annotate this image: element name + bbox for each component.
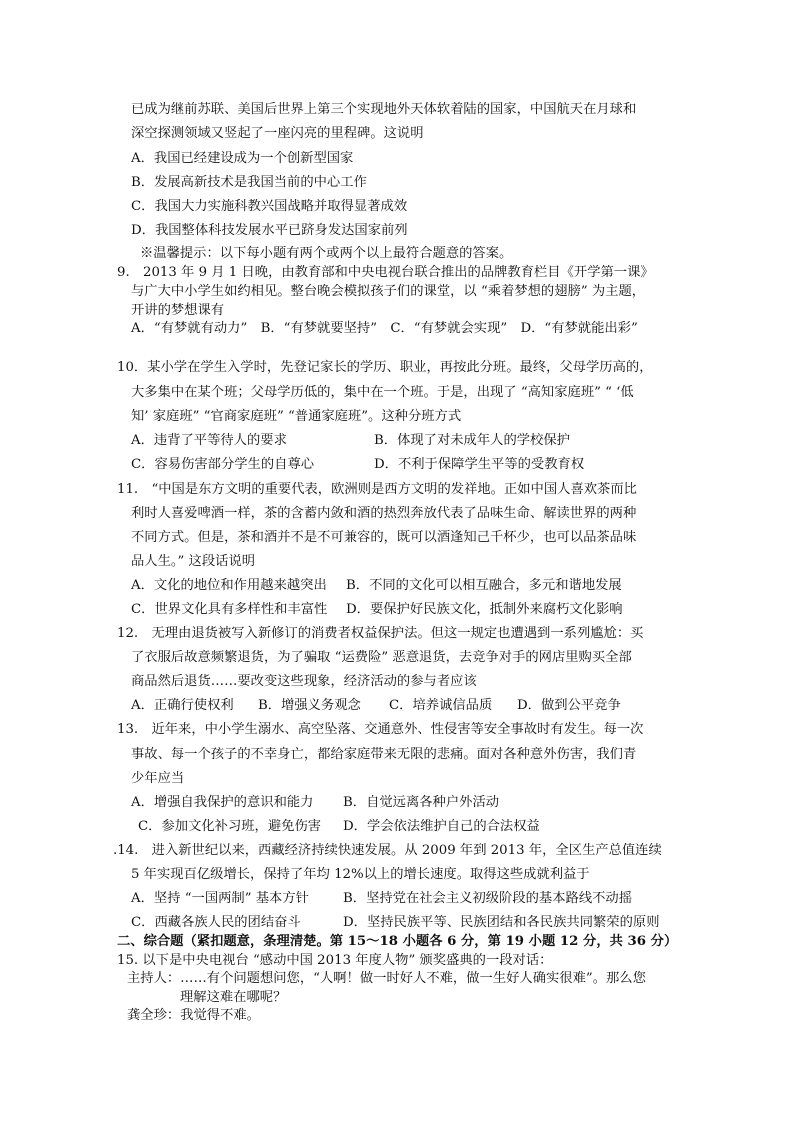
q11-option-c: C．世界文化具有多样性和丰富性 bbox=[131, 602, 328, 617]
q12-text-line-1: 12. 无理由退货被写入新修订的消费者权益保护法。但这一规定也遭遇到一系列尴尬：买 bbox=[117, 626, 644, 641]
q8-option-d: D．我国整体科技发展水平已跻身发达国家前列 bbox=[131, 223, 408, 238]
q12-option-d: D．做到公平竞争 bbox=[517, 698, 621, 713]
q14-text-line-2: 5 年实现百亿级增长，保持了年均 12%以上的增长速度。取得这些成就利益于 bbox=[131, 867, 590, 882]
q10-option-a: A．违背了平等待人的要求 bbox=[131, 433, 287, 448]
q10-text-line-2: 大多集中在某个班；父母学历低的，集中在一个班。于是，出现了 “高知家庭班” “ ‘低 bbox=[131, 385, 634, 400]
section-2-heading: 二、综合题（紧扣题意，条理清楚。第 15～18 小题各 6 分，第 19 小题 12 分，共 36 分） bbox=[117, 934, 678, 949]
q13-text-line-1: 13. 近年来，中小学生溺水、高空坠落、交通意外、性侵害等安全事故时有发生。每一次 bbox=[117, 722, 644, 737]
q9-text-line-2: 与广大中小学生如约相见。整台晚会模拟孩子们的课堂，以 “乘着梦想的翅膀” 为主题， bbox=[131, 284, 646, 299]
q14-text-line-1: .14. 进入新世纪以来，西藏经济持续快速发展。从 2009 年到 2013 年，全区生产总值连续 bbox=[113, 843, 662, 858]
q8-text-line-2: 深空探测领域又竖起了一座闪亮的里程碑。这说明 bbox=[131, 126, 424, 141]
q10-text-line-3: 知’ 家庭班” “官商家庭班” “普通家庭班”。这种分班方式 bbox=[131, 409, 462, 424]
q14-option-a: A．坚持 “一国两制” 基本方针 bbox=[131, 891, 309, 906]
q12-option-a: A．正确行使权利 bbox=[131, 698, 234, 713]
q13-option-b: B．自觉远离各种户外活动 bbox=[343, 795, 500, 810]
q10-option-d: D．不利于保障学生平等的受教育权 bbox=[374, 457, 585, 472]
q9-options: A．“有梦就有动力” B．“有梦就要坚持” C．“有梦就会实现” D．“有梦就能出彩” bbox=[131, 321, 638, 336]
q13-option-c: C．参加文化补习班，避免伤害 bbox=[138, 819, 322, 834]
q8-option-a: A．我国已经建设成为一个创新型国家 bbox=[131, 151, 354, 166]
q11-text-line-1: 11. “中国是东方文明的重要代表，欧洲则是西方文明的发祥地。正如中国人喜欢茶而比 bbox=[117, 482, 637, 497]
q12-text-line-3: 商品然后退货……要改变这些现象，经济活动的参与者应该 bbox=[131, 674, 477, 689]
q13-option-a: A．增强自我保护的意识和能力 bbox=[131, 795, 314, 810]
q11-option-d: D．要保护好民族文化，抵制外来腐朽文化影响 bbox=[346, 602, 623, 617]
q13-text-line-2: 事故、每一个孩子的不幸身亡，都给家庭带来无限的悲痛。面对各种意外伤害，我们青 bbox=[131, 747, 637, 762]
q10-option-b: B．体现了对未成年人的学校保护 bbox=[374, 433, 570, 448]
q15-host-line-1: 主持人：……有个问题想问您，“人啊！做一时好人不难，做一生好人确实很难”。那么您 bbox=[127, 971, 646, 986]
q11-option-a: A．文化的地位和作用越来越突出 bbox=[131, 578, 327, 593]
q14-option-d: D．坚持民族平等、民族团结和各民族共同繁荣的原则 bbox=[343, 915, 660, 930]
q11-option-b: B．不同的文化可以相互融合，多元和谐地发展 bbox=[346, 578, 622, 593]
q12-text-line-2: 了衣服后故意频繁退货，为了骗取 “运费险” 恶意退货，去竞争对手的网店里购买全部 bbox=[131, 650, 632, 665]
q12-option-c: C．培养诚信品质 bbox=[389, 698, 493, 713]
q11-text-line-3: 不同方式。但是，茶和酒并不是不可兼容的，既可以酒逢知己千杯少，也可以品茶品味 bbox=[131, 530, 637, 545]
q8-text-line-1: 已成为继前苏联、美国后世界上第三个实现地外天体软着陆的国家，中国航天在月球和 bbox=[131, 102, 637, 117]
q15-reply: 龚全珍：我觉得不难。 bbox=[127, 1008, 260, 1023]
q15-intro: 15. 以下是中央电视台 “感动中国 2013 年度人物” 颁奖盛典的一段对话： bbox=[117, 953, 553, 968]
q8-option-c: C．我国大力实施科教兴国战略并取得显著成效 bbox=[131, 199, 408, 214]
q13-text-line-3: 少年应当 bbox=[131, 771, 185, 786]
q10-option-c: C．容易伤害部分学生的自尊心 bbox=[131, 457, 315, 472]
q9-text-line-1: 9. 2013 年 9 月 1 日晚，由教育部和中央电视台联合推出的品牌教育栏目《开学第一课》 bbox=[117, 265, 654, 280]
q11-text-line-4: 品人生。” 这段话说明 bbox=[131, 554, 256, 569]
q12-option-b: B．增强义务观念 bbox=[258, 698, 361, 713]
q9-text-line-3: 开讲的梦想课有 bbox=[131, 303, 225, 318]
q13-option-d: D．学会依法维护自己的合法权益 bbox=[343, 819, 540, 834]
q11-text-line-2: 利时人喜爱啤酒一样，茶的含蓄内敛和酒的热烈奔放代表了品味生命、解读世界的两种 bbox=[131, 506, 637, 521]
q14-option-b: B．坚持党在社会主义初级阶段的基本路线不动摇 bbox=[343, 891, 633, 906]
q10-text-line-1: 10．某小学在学生入学时，先登记家长的学历、职业，再按此分班。最终，父母学历高的， bbox=[117, 360, 653, 375]
q14-option-c: C．西藏各族人民的团结奋斗 bbox=[131, 915, 301, 930]
q8-option-b: B．发展高新技术是我国当前的中心工作 bbox=[131, 175, 367, 190]
multi-answer-tip: ※温馨提示：以下每小题有两个或两个以上最符合题意的答案。 bbox=[140, 246, 513, 261]
q15-host-line-2: 理解这难在哪呢？ bbox=[180, 990, 287, 1005]
